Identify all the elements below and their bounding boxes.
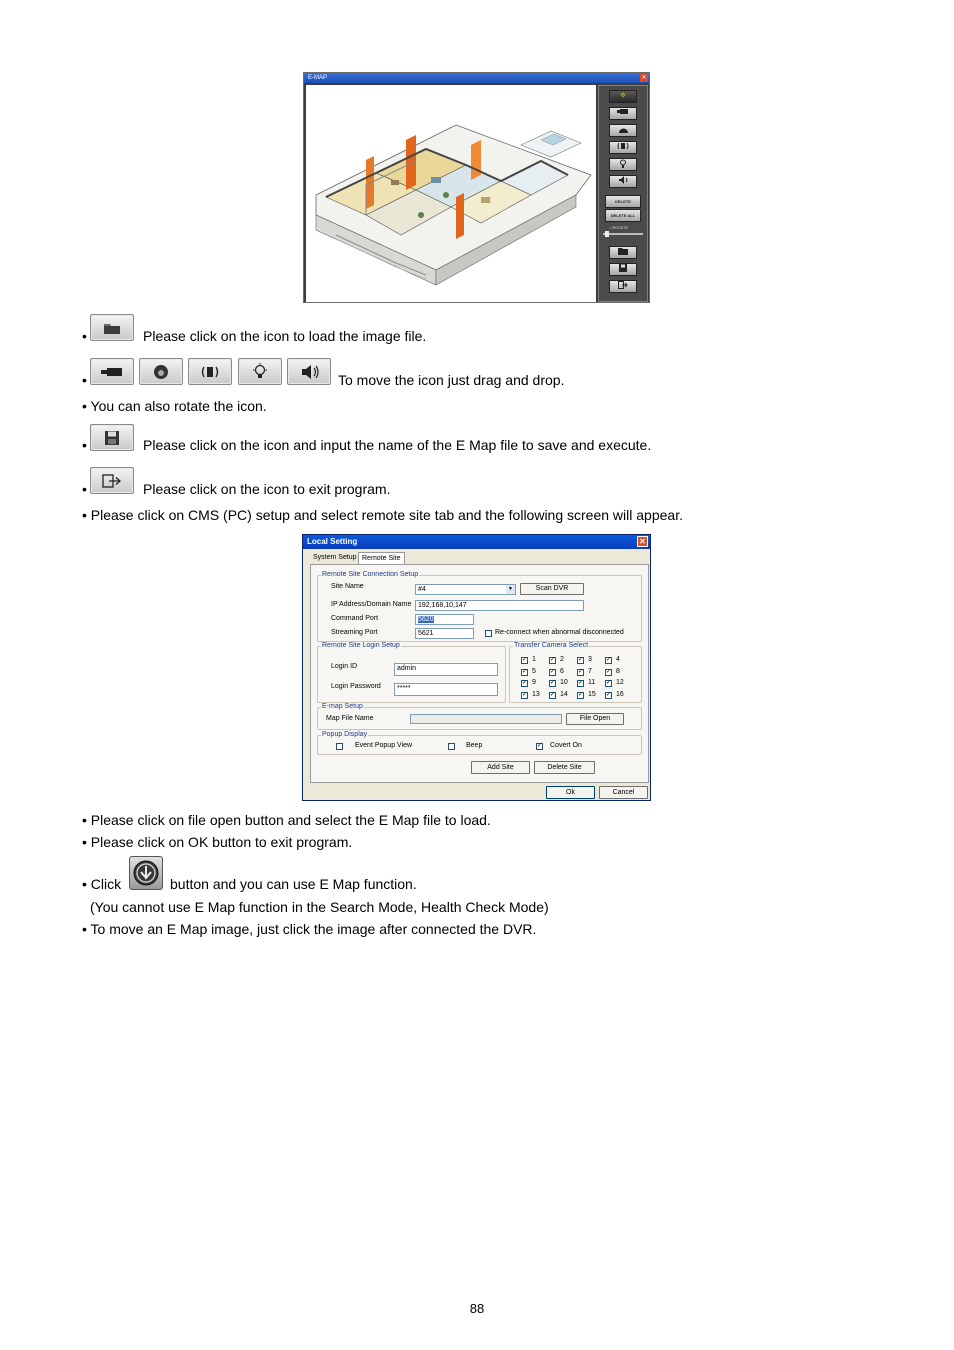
emap-setup-group-label: E-map Setup <box>322 703 363 710</box>
camera-checkbox[interactable]: ✓ <box>606 680 612 686</box>
camera-checkbox[interactable]: ✓ <box>522 691 528 698</box>
camera-number-label: 3 <box>588 656 592 663</box>
dialog-close-button[interactable]: ✕ <box>637 536 648 547</box>
covert-on-checkbox[interactable]: ✓ <box>537 743 543 749</box>
bullet: • <box>82 372 87 388</box>
camera-tool-button[interactable] <box>609 107 637 120</box>
camera-number-label: 9 <box>532 679 536 686</box>
emap-floorplan-image[interactable] <box>306 85 596 302</box>
emap-close-button[interactable]: ✕ <box>641 75 647 81</box>
popup-display-group-label: Popup Display <box>322 731 368 738</box>
camera-checkbox[interactable]: ✓ <box>550 657 556 663</box>
delete-site-button[interactable]: Delete Site <box>534 761 595 774</box>
light-tool-button[interactable] <box>609 158 637 171</box>
camera-number-label: 1 <box>532 656 536 663</box>
rotate-label: ○ ROTATE <box>609 225 629 230</box>
floppy-disk-icon <box>104 430 120 446</box>
camera-number-label: 12 <box>616 679 624 686</box>
bullet: • <box>82 328 87 344</box>
move-image-note: • To move an E Map image, just click the image after connected the DVR. <box>82 921 537 937</box>
camera-number-label: 11 <box>588 679 596 686</box>
delete-all-button[interactable]: DELETE ALL <box>605 209 641 222</box>
exit-icon <box>618 281 628 289</box>
emap-function-button-image <box>129 856 163 890</box>
rotate-slider[interactable] <box>603 233 643 235</box>
light-bulb-icon <box>252 363 268 381</box>
sensor-button-image <box>188 358 232 385</box>
exit-button-image <box>90 467 134 494</box>
chevron-down-icon[interactable]: ▼ <box>506 585 515 594</box>
page-number: 88 <box>469 1301 485 1316</box>
delete-button[interactable]: DELETE <box>605 195 641 208</box>
sensor-tool-button[interactable] <box>609 141 637 154</box>
folder-icon <box>618 247 628 255</box>
emap-title: E-MAP <box>308 75 328 81</box>
camera-checkbox[interactable]: ✓ <box>578 691 584 698</box>
login-password-input[interactable]: ***** <box>394 683 498 696</box>
speaker-icon <box>298 364 320 380</box>
emap-setup-group <box>317 703 642 730</box>
camera-checkbox[interactable]: ✓ <box>606 668 612 675</box>
file-open-button[interactable]: File Open <box>566 713 624 725</box>
dome-camera-icon <box>619 125 628 133</box>
speaker-button-image <box>287 358 331 385</box>
instruction-cms-setup: • Please click on CMS (PC) setup and select remote site tab and the following screen will appear. <box>82 507 683 523</box>
camera-checkbox[interactable]: ✓ <box>550 668 556 675</box>
search-mode-note: (You cannot use E Map function in the Search Mode, Health Check Mode) <box>90 899 549 915</box>
instruction-drag: To move the icon just drag and drop. <box>338 372 565 388</box>
camera-checkbox[interactable]: ✓ <box>578 657 584 663</box>
camera-number-label: 10 <box>560 679 568 686</box>
event-popup-label: Event Popup View <box>355 742 413 749</box>
save-button-image <box>90 424 134 451</box>
open-file-button[interactable] <box>609 246 637 259</box>
click-prefix: • Click <box>82 876 122 892</box>
select-mode-button[interactable] <box>609 90 637 103</box>
note-file-open: • Please click on file open button and select the E Map file to load. <box>82 812 491 828</box>
dome-camera-button-image <box>139 358 183 385</box>
add-site-button[interactable]: Add Site <box>471 761 530 774</box>
exit-button[interactable] <box>609 280 637 293</box>
login-group <box>317 642 506 703</box>
light-bulb-icon <box>619 159 627 168</box>
map-file-name-label: Map File Name <box>326 715 374 722</box>
camera-checkbox[interactable]: ✓ <box>578 680 584 686</box>
camera-select-group-label: Transfer Camera Select <box>514 642 589 649</box>
emap-titlebar <box>304 73 649 83</box>
dialog-title: Local Setting <box>307 537 358 546</box>
popup-display-group <box>317 731 642 755</box>
camera-icon <box>617 108 629 115</box>
instruction-rotate: • You can also rotate the icon. <box>82 398 267 414</box>
connection-group-label: Remote Site Connection Setup <box>322 571 419 578</box>
sensor-icon <box>198 365 222 379</box>
camera-icon <box>100 366 124 378</box>
ok-button[interactable]: Ok <box>546 786 595 799</box>
cancel-button[interactable]: Cancel <box>599 786 648 799</box>
event-popup-checkbox[interactable] <box>336 743 343 750</box>
camera-checkbox[interactable]: ✓ <box>522 668 528 675</box>
camera-number-label: 6 <box>560 667 564 675</box>
beep-label: Beep <box>466 742 483 749</box>
camera-checkbox[interactable]: ✓ <box>578 668 584 675</box>
camera-number-label: 16 <box>616 690 624 698</box>
remote-site-tab-panel <box>310 564 649 783</box>
beep-checkbox[interactable] <box>448 743 455 750</box>
covert-on-label: Covert On <box>550 742 582 749</box>
speaker-icon <box>617 176 629 184</box>
camera-select-group <box>509 642 642 703</box>
exit-icon <box>102 474 122 488</box>
camera-checkbox[interactable]: ✓ <box>606 691 612 698</box>
reconnect-checkbox[interactable] <box>485 630 492 637</box>
emap-tool-panel <box>598 85 648 302</box>
connection-group <box>317 571 642 642</box>
camera-number-label: 13 <box>532 690 540 698</box>
camera-number-label: 8 <box>616 667 620 675</box>
floppy-disk-icon <box>619 264 627 272</box>
streaming-port-label: Streaming Port <box>331 629 378 636</box>
instruction-exit: Please click on the icon to exit program. <box>143 481 391 497</box>
map-file-name-input[interactable] <box>410 714 562 724</box>
reconnect-label: Re-connect when abnormal disconnected <box>495 629 624 636</box>
camera-checkbox[interactable]: ✓ <box>522 680 528 686</box>
camera-checkbox[interactable]: ✓ <box>550 691 556 698</box>
light-button-image <box>238 358 282 385</box>
tab-remote-site[interactable]: Remote Site <box>358 552 405 565</box>
dialog-titlebar <box>303 535 650 549</box>
note-ok: • Please click on OK button to exit program. <box>82 834 353 850</box>
camera-number-label: 14 <box>560 690 568 698</box>
instruction-save: Please click on the icon and input the name of the E Map file to save and execute. <box>143 437 652 453</box>
open-file-button-image <box>90 314 134 341</box>
local-setting-dialog <box>302 534 651 801</box>
ip-address-label: IP Address/Domain Name <box>331 601 412 608</box>
camera-number-label: 15 <box>588 690 596 698</box>
login-id-input[interactable]: admin <box>394 663 498 676</box>
streaming-port-input[interactable]: 5621 <box>415 628 474 639</box>
emap-window <box>303 72 650 303</box>
rotate-slider-thumb[interactable] <box>605 231 609 237</box>
camera-button-image <box>90 358 134 385</box>
sensor-icon <box>617 142 629 150</box>
click-suffix: button and you can use E Map function. <box>170 876 417 892</box>
emap-compass-icon <box>132 859 160 887</box>
dome-camera-icon <box>152 364 170 380</box>
login-id-label: Login ID <box>331 663 358 670</box>
command-port-input[interactable]: 5620 <box>415 614 474 625</box>
scan-dvr-button[interactable]: Scan DVR <box>520 583 584 595</box>
camera-checkbox[interactable]: ✓ <box>522 657 528 663</box>
camera-number-label: 5 <box>532 667 536 675</box>
site-name-label: Site Name <box>331 583 364 590</box>
instruction-open: Please click on the icon to load the image file. <box>143 328 427 344</box>
command-port-label: Command Port <box>331 615 379 622</box>
camera-checkbox[interactable]: ✓ <box>606 657 612 663</box>
login-group-label: Remote Site Login Setup <box>322 642 400 649</box>
camera-number-label: 7 <box>588 667 592 675</box>
site-name-select[interactable]: #4 ▼ <box>415 584 516 595</box>
save-file-button[interactable] <box>609 263 637 276</box>
camera-number-label: 2 <box>560 656 564 663</box>
camera-number-label: 4 <box>616 656 620 663</box>
tab-system-setup[interactable]: System Setup <box>313 554 357 561</box>
ip-address-input[interactable]: 192,168,10,147 <box>415 600 584 611</box>
speaker-tool-button[interactable] <box>609 175 637 188</box>
camera-checkbox[interactable]: ✓ <box>550 680 556 686</box>
login-password-label: Login Password <box>331 683 381 690</box>
move-arrows-icon: ✣ <box>620 93 626 99</box>
bullet: • <box>82 437 87 453</box>
folder-icon <box>103 321 121 335</box>
floorplan-illustration <box>306 85 596 302</box>
dome-camera-tool-button[interactable] <box>609 124 637 137</box>
bullet: • <box>82 481 87 497</box>
